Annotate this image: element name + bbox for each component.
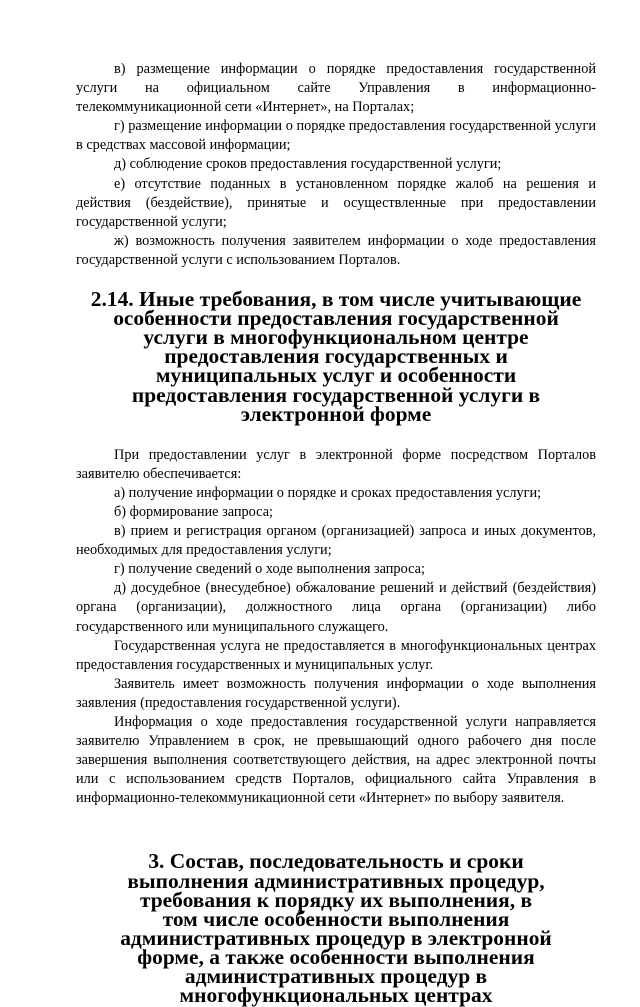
section-2-14-body (76, 446, 596, 809)
paragraph: Заявитель имеет возможность получения информации о ходе выполнения заявления (предоставления государственной услуги). (76, 675, 596, 711)
paragraph: Информация о ходе предоставления государственной услуги направляется заявителю Управлением в срок, не превышающий одного рабочего дня после завершения выполнения соответствующего действия, на адрес электронной почты или с использованием средств Порталов, официального сайта Управления в информационно-телекоммуникационной сети «Интернет» по выбору заявителя. (76, 714, 596, 807)
list-item: в) размещение информации о порядке предоставления государственной услуги на официальном сайте Управления в информационно-телекоммуникационной сети «Интернет», на Порталах; (76, 61, 596, 116)
list-item: д) соблюдение сроков предоставления государственной услуги; (114, 156, 502, 173)
list-item: б) формирование запроса; (114, 503, 274, 520)
paragraph: При предоставлении услуг в электронной форме посредством Порталов заявителю обеспечивается: (76, 446, 596, 482)
section-heading-2-14: 2.14. Иные требования, в том числе учитывающие особенности предоставления государственной услуги в многофункциональном центре предоставления государственных и муниципальных услуг и особенности предоставления государственной услуги в электронной форме (90, 287, 582, 426)
list-item: а) получение информации о порядке и сроках предоставления услуги; (114, 484, 542, 501)
section-heading-3: 3. Состав, последовательность и сроки выполнения административных процедур, требования к порядку их выполнения, в том числе особенности выполнения административных процедур в электронной форме, а также особенности выполнения административных процедур в многофункциональных центрах (120, 849, 552, 1007)
list-item: е) отсутствие поданных в установленном порядке жалоб на решения и действия (бездействие), принятые и осуществленные при предоставлении государственной услуги; (76, 175, 596, 230)
requirements-list (76, 60, 596, 270)
list-item: ж) возможность получения заявителем информации о ходе предоставления государственной услуги с использованием Порталов. (76, 232, 596, 268)
list-item: г) размещение информации о порядке предоставления государственной услуги в средствах массовой информации; (76, 118, 596, 154)
list-item: в) прием и регистрация органом (организацией) запроса и иных документов, необходимых для предоставления услуги; (76, 523, 596, 559)
list-item: г) получение сведений о ходе выполнения запроса; (114, 561, 425, 578)
paragraph: Государственная услуга не предоставляется в многофункциональных центрах предоставления государственных и муниципальных услуг. (76, 637, 596, 673)
list-item: д) досудебное (внесудебное) обжалование решений и действий (бездействия) органа (организации), должностного лица органа (организации) либо государственного или муниципального служащего. (76, 580, 596, 635)
document-page (76, 60, 596, 1005)
